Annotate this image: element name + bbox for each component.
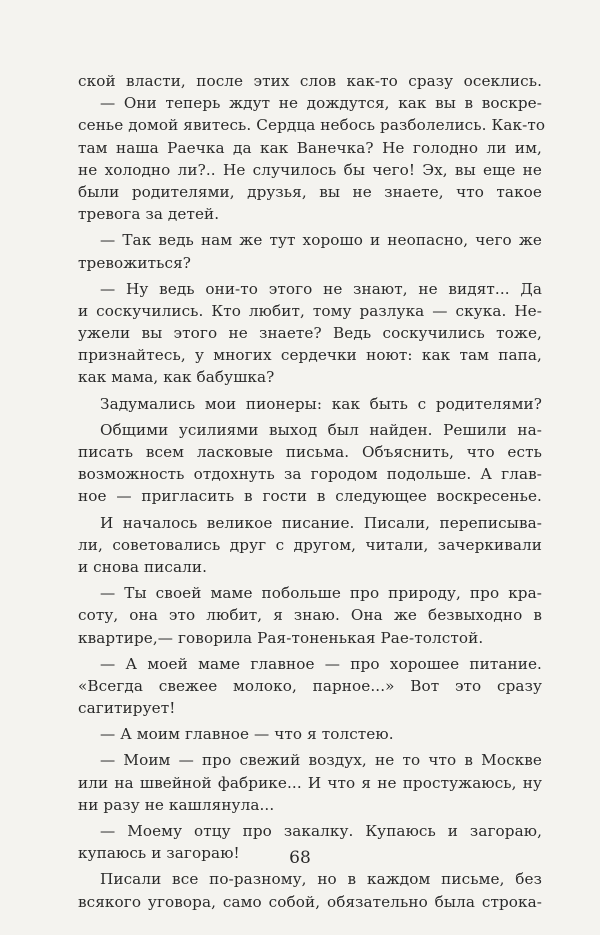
text-line: были родителями, друзья, вы не знаете, что такое bbox=[78, 182, 542, 201]
text-line: — А моим главное — что я толстею. bbox=[100, 725, 394, 744]
text-line: Писали все по-разному, но в каждом письме, без bbox=[100, 870, 542, 889]
text-line: — А моей маме главное — про хорошее питание. bbox=[100, 654, 542, 673]
text-line: тревожиться? bbox=[78, 253, 192, 272]
text-line: — Моим — про свежий воздух, не то что в Москве bbox=[100, 751, 542, 770]
text-line: как мама, как бабушка? bbox=[78, 368, 275, 387]
text-line: — Они теперь ждут не дождутся, как вы в воскре- bbox=[100, 94, 542, 113]
text-line: — Так ведь нам же тут хорошо и неопасно, чего же bbox=[100, 231, 542, 250]
text-line: писать всем ласковые письма. Объяснить, что есть bbox=[78, 443, 542, 461]
text-line: всякого уговора, само собой, обязательно была строка- bbox=[78, 892, 542, 911]
text-line: сенье домой явитесь. Сердца небось разболелись. Как-то bbox=[78, 116, 546, 135]
text-line: тревога за детей. bbox=[78, 205, 220, 224]
text-line: ни разу не кашлянула... bbox=[78, 795, 275, 814]
text-line: квартире,— говорила Рая-тоненькая Рае-толстой. bbox=[78, 628, 484, 647]
page-number: 68 bbox=[289, 848, 311, 868]
text-line: ли, советовались друг с другом, читали, зачеркивали bbox=[78, 535, 542, 554]
text-line: возможность отдохнуть за городом подольше. А глав- bbox=[78, 465, 542, 484]
book-page-text bbox=[78, 70, 546, 913]
text-line: — Ну ведь они-то этого не знают, не видят... Да bbox=[100, 279, 542, 298]
text-line: купаюсь и загораю! bbox=[78, 844, 240, 863]
text-line: ное — пригласить в гости в следующее воскресенье. bbox=[78, 487, 542, 506]
text-line: ской власти, после этих слов как-то сразу осеклись. bbox=[78, 72, 542, 90]
text-line: ужели вы этого не знаете? Ведь соскучились тоже, bbox=[78, 324, 542, 343]
text-line: И началось великое писание. Писали, переписыва- bbox=[100, 513, 542, 532]
text-line: признайтесь, у многих сердечки ноют: как там папа, bbox=[78, 346, 542, 365]
text-line: сагитирует! bbox=[78, 699, 176, 718]
text-line: «Всегда свежее молоко, парное...» Вот это сразу bbox=[78, 676, 542, 695]
text-line: и снова писали. bbox=[78, 557, 208, 576]
text-line: и соскучились. Кто любит, тому разлука — скука. Не- bbox=[78, 301, 542, 320]
text-line: — Моему отцу про закалку. Купаюсь и загораю, bbox=[100, 822, 542, 840]
text-line: Задумались мои пионеры: как быть с родителями? bbox=[100, 394, 542, 413]
text-line: Общими усилиями выход был найден. Решили на- bbox=[100, 420, 542, 439]
text-line: — Ты своей маме побольше про природу, про кра- bbox=[100, 584, 542, 603]
text-line: не холодно ли?.. Не случилось бы чего! Эх, вы еще не bbox=[78, 160, 542, 179]
text-line: или на швейной фабрике... И что я не простужаюсь, ну bbox=[78, 773, 542, 792]
text-line: там наша Раечка да как Ванечка? Не голодно ли им, bbox=[78, 138, 542, 157]
text-line: соту, она это любит, я знаю. Она же безвыходно в bbox=[78, 606, 542, 625]
